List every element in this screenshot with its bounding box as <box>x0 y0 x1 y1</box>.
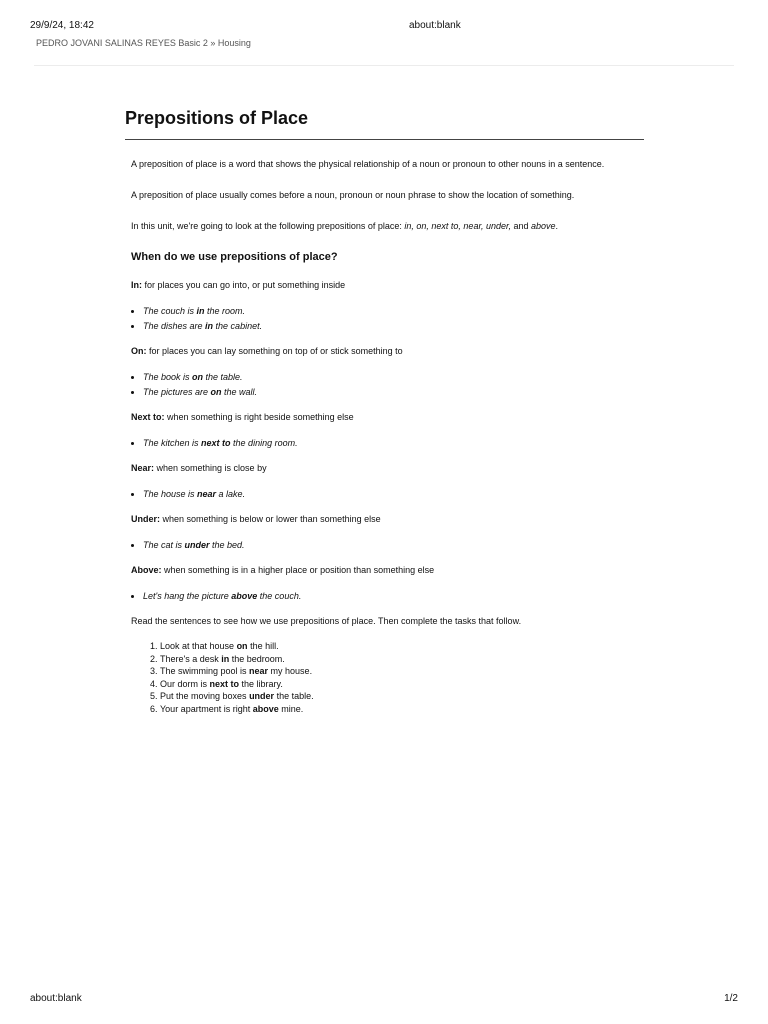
term-next-to: Next to: <box>131 412 165 422</box>
examples-in <box>131 304 621 334</box>
definition-near <box>131 462 621 475</box>
example-after: the cabinet. <box>213 321 263 331</box>
sentence-keyword: near <box>249 666 269 677</box>
description-above: when something is in a higher place or position than something else <box>161 565 435 575</box>
term-under: Under: <box>131 514 160 524</box>
example-keyword: above <box>231 591 258 601</box>
term-above: Above: <box>131 565 162 575</box>
example-item <box>143 385 621 400</box>
sentence-item <box>160 640 621 653</box>
unit-intro-lead: In this unit, we're going to look at the following prepositions of place: <box>131 221 405 231</box>
examples-near <box>131 487 621 502</box>
task-intro: Read the sentences to see how we use prepositions of place. Then complete the tasks that follow. <box>131 616 522 626</box>
sentence-before: Your apartment is right <box>160 703 253 714</box>
description-next-to: when something is right beside something else <box>164 412 354 422</box>
print-datetime: 29/9/24, 18:42 <box>30 20 94 31</box>
example-after: a lake. <box>216 489 246 499</box>
page-title: Prepositions of Place <box>125 108 309 128</box>
example-before: The cat is <box>143 540 185 550</box>
example-before: The pictures are <box>143 387 211 397</box>
examples-above <box>131 589 621 604</box>
sentence-before: Look at that house <box>160 641 237 651</box>
example-after: the couch. <box>257 591 302 601</box>
header-divider <box>34 65 734 66</box>
example-keyword: on <box>210 387 222 397</box>
description-in: for places you can go into, or put something inside <box>142 280 346 290</box>
example-before: The book is <box>143 372 193 382</box>
example-item <box>143 589 621 604</box>
term-on: On: <box>131 346 147 356</box>
sentence-keyword: on <box>236 641 248 651</box>
unit-intro-paragraph <box>131 220 621 233</box>
section-heading: When do we use prepositions of place? <box>131 251 338 263</box>
page-number: 1/2 <box>724 993 738 1004</box>
sentence-item <box>160 690 621 703</box>
breadcrumb[interactable]: PEDRO JOVANI SALINAS REYES Basic 2 » Housing <box>36 38 251 48</box>
example-keyword: next to <box>201 438 231 448</box>
example-before: The house is <box>143 489 198 499</box>
unit-intro-conj: and <box>510 221 531 231</box>
sentence-item <box>160 678 621 691</box>
sentence-item <box>160 703 621 716</box>
example-before: The dishes are <box>143 321 206 331</box>
article-body <box>131 158 621 716</box>
sentence-item <box>160 653 621 666</box>
definition-under <box>131 513 621 526</box>
sentence-keyword: next to <box>209 678 240 689</box>
unit-intro-last: above <box>531 221 556 231</box>
sentence-after: the table. <box>274 691 314 702</box>
example-keyword: in <box>205 321 214 331</box>
term-near: Near: <box>131 463 155 473</box>
sentence-before: There's a desk <box>160 653 222 664</box>
sentence-keyword: above <box>252 703 279 714</box>
description-under: when something is below or lower than something else <box>160 514 381 524</box>
unit-intro-list: in, on, next to, near, under, <box>404 221 511 231</box>
example-item <box>143 538 621 553</box>
example-item <box>143 436 621 451</box>
sentence-after: the library. <box>239 678 283 689</box>
example-item <box>143 487 621 502</box>
example-after: the table. <box>203 372 243 382</box>
unit-intro-end: . <box>555 221 559 231</box>
example-keyword: near <box>197 489 217 499</box>
example-item <box>143 319 621 334</box>
sentence-before: The swimming pool is <box>160 666 250 677</box>
example-keyword: in <box>196 306 205 316</box>
sentence-before: Put the moving boxes <box>160 691 250 702</box>
sentence-item <box>160 665 621 678</box>
example-before: The couch is <box>143 306 197 316</box>
term-in: In: <box>131 280 142 290</box>
examples-next-to <box>131 436 621 451</box>
example-before: Let's hang the picture <box>143 591 232 601</box>
example-before: The kitchen is <box>143 438 202 448</box>
example-after: the wall. <box>221 387 258 397</box>
example-item <box>143 370 621 385</box>
sentence-list <box>131 640 621 716</box>
examples-on <box>131 370 621 400</box>
example-after: the bed. <box>209 540 245 550</box>
print-footer-url: about:blank <box>30 993 82 1004</box>
examples-under <box>131 538 621 553</box>
sentence-after: the bedroom. <box>229 653 285 664</box>
print-header-url: about:blank <box>409 20 461 31</box>
definition-next-to <box>131 411 621 424</box>
description-on: for places you can lay something on top of or stick something to <box>146 346 403 356</box>
example-after: the dining room. <box>230 438 298 448</box>
definition-on <box>131 345 621 358</box>
example-after: the room. <box>204 306 246 316</box>
example-keyword: on <box>192 372 204 382</box>
sentence-after: my house. <box>268 666 313 677</box>
example-item <box>143 304 621 319</box>
description-near: when something is close by <box>154 463 267 473</box>
sentence-before: Our dorm is <box>160 678 210 689</box>
title-divider <box>125 139 644 140</box>
intro-paragraph-2: A preposition of place usually comes before a noun, pronoun or noun phrase to show the location of something. <box>131 190 575 200</box>
definition-above <box>131 564 621 577</box>
example-keyword: under <box>184 540 210 550</box>
sentence-keyword: under <box>249 691 275 702</box>
sentence-after: mine. <box>278 703 304 714</box>
sentence-keyword: in <box>221 653 230 664</box>
intro-paragraph-1: A preposition of place is a word that shows the physical relationship of a noun or pronoun to other nouns in a sentence. <box>131 159 605 169</box>
sentence-after: the hill. <box>247 641 279 651</box>
definition-in <box>131 279 621 292</box>
